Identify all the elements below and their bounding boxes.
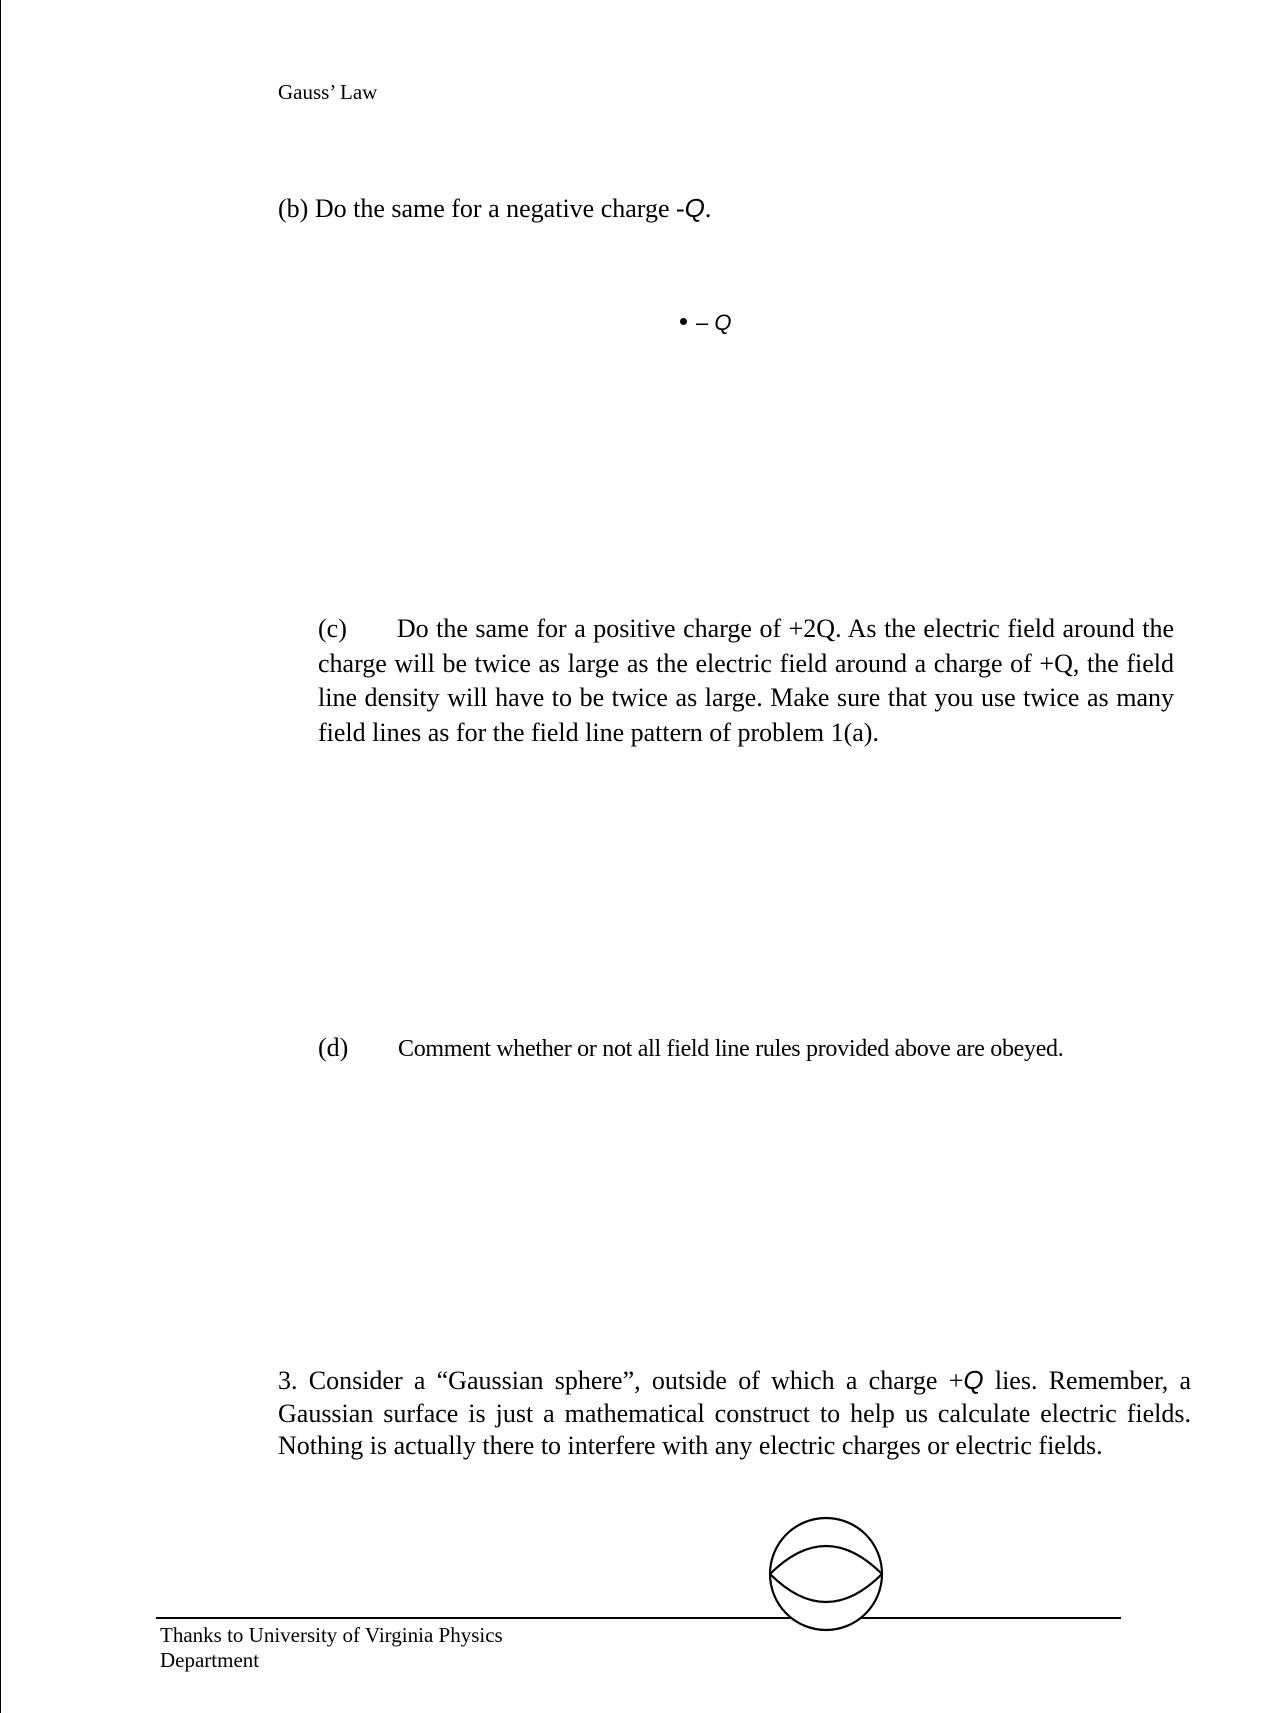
problem-3-charge-symbol: Q — [963, 1365, 984, 1395]
gaussian-sphere-diagram — [768, 1516, 884, 1632]
footnote-credit: Thanks to University of Virginia Physics Department — [160, 1623, 503, 1672]
part-c-text: Do the same for a positive charge of +2Q. As the electric field around the charge will be twice as large as the electric field around a charge of +Q, the field line density will have to be twice as large. Make sure that you use twice as many field lines as for the field line pattern of problem 1(a). — [318, 614, 1174, 747]
part-c-label: (c) — [318, 614, 347, 643]
problem-3-paragraph — [278, 1364, 1191, 1463]
page-header-title: Gauss’ Law — [278, 80, 378, 104]
part-d-text: Comment whether or not all field line rules provided above are obeyed. — [398, 1036, 1064, 1062]
part-b-question — [278, 193, 711, 224]
part-d-label: (d) — [318, 1033, 349, 1062]
part-b-text: (b) Do the same for a negative charge - — [278, 194, 685, 223]
point-charge-dot-icon — [680, 318, 687, 325]
sphere-outline — [770, 1518, 882, 1630]
negative-charge-diagram — [680, 310, 732, 336]
page-left-border — [0, 0, 1, 1713]
part-c-question — [318, 612, 1174, 750]
charge-symbol: Q — [714, 310, 732, 335]
part-b-charge-symbol: Q — [684, 193, 705, 223]
problem-3-text-rest: lies. Remember, a Gaussian surface is just a mathematical construct to help us calculate electric fields. Nothing is actually there to interfere with any electric charges or electric fields. — [278, 1366, 1191, 1460]
problem-3-text: 3. Consider a “Gaussian sphere”, outside of which a charge + — [278, 1366, 964, 1395]
part-d-question — [318, 1033, 1063, 1063]
charge-sign: – — [696, 310, 709, 335]
part-b-period: . — [704, 194, 712, 223]
footnote-separator — [156, 1617, 1121, 1619]
